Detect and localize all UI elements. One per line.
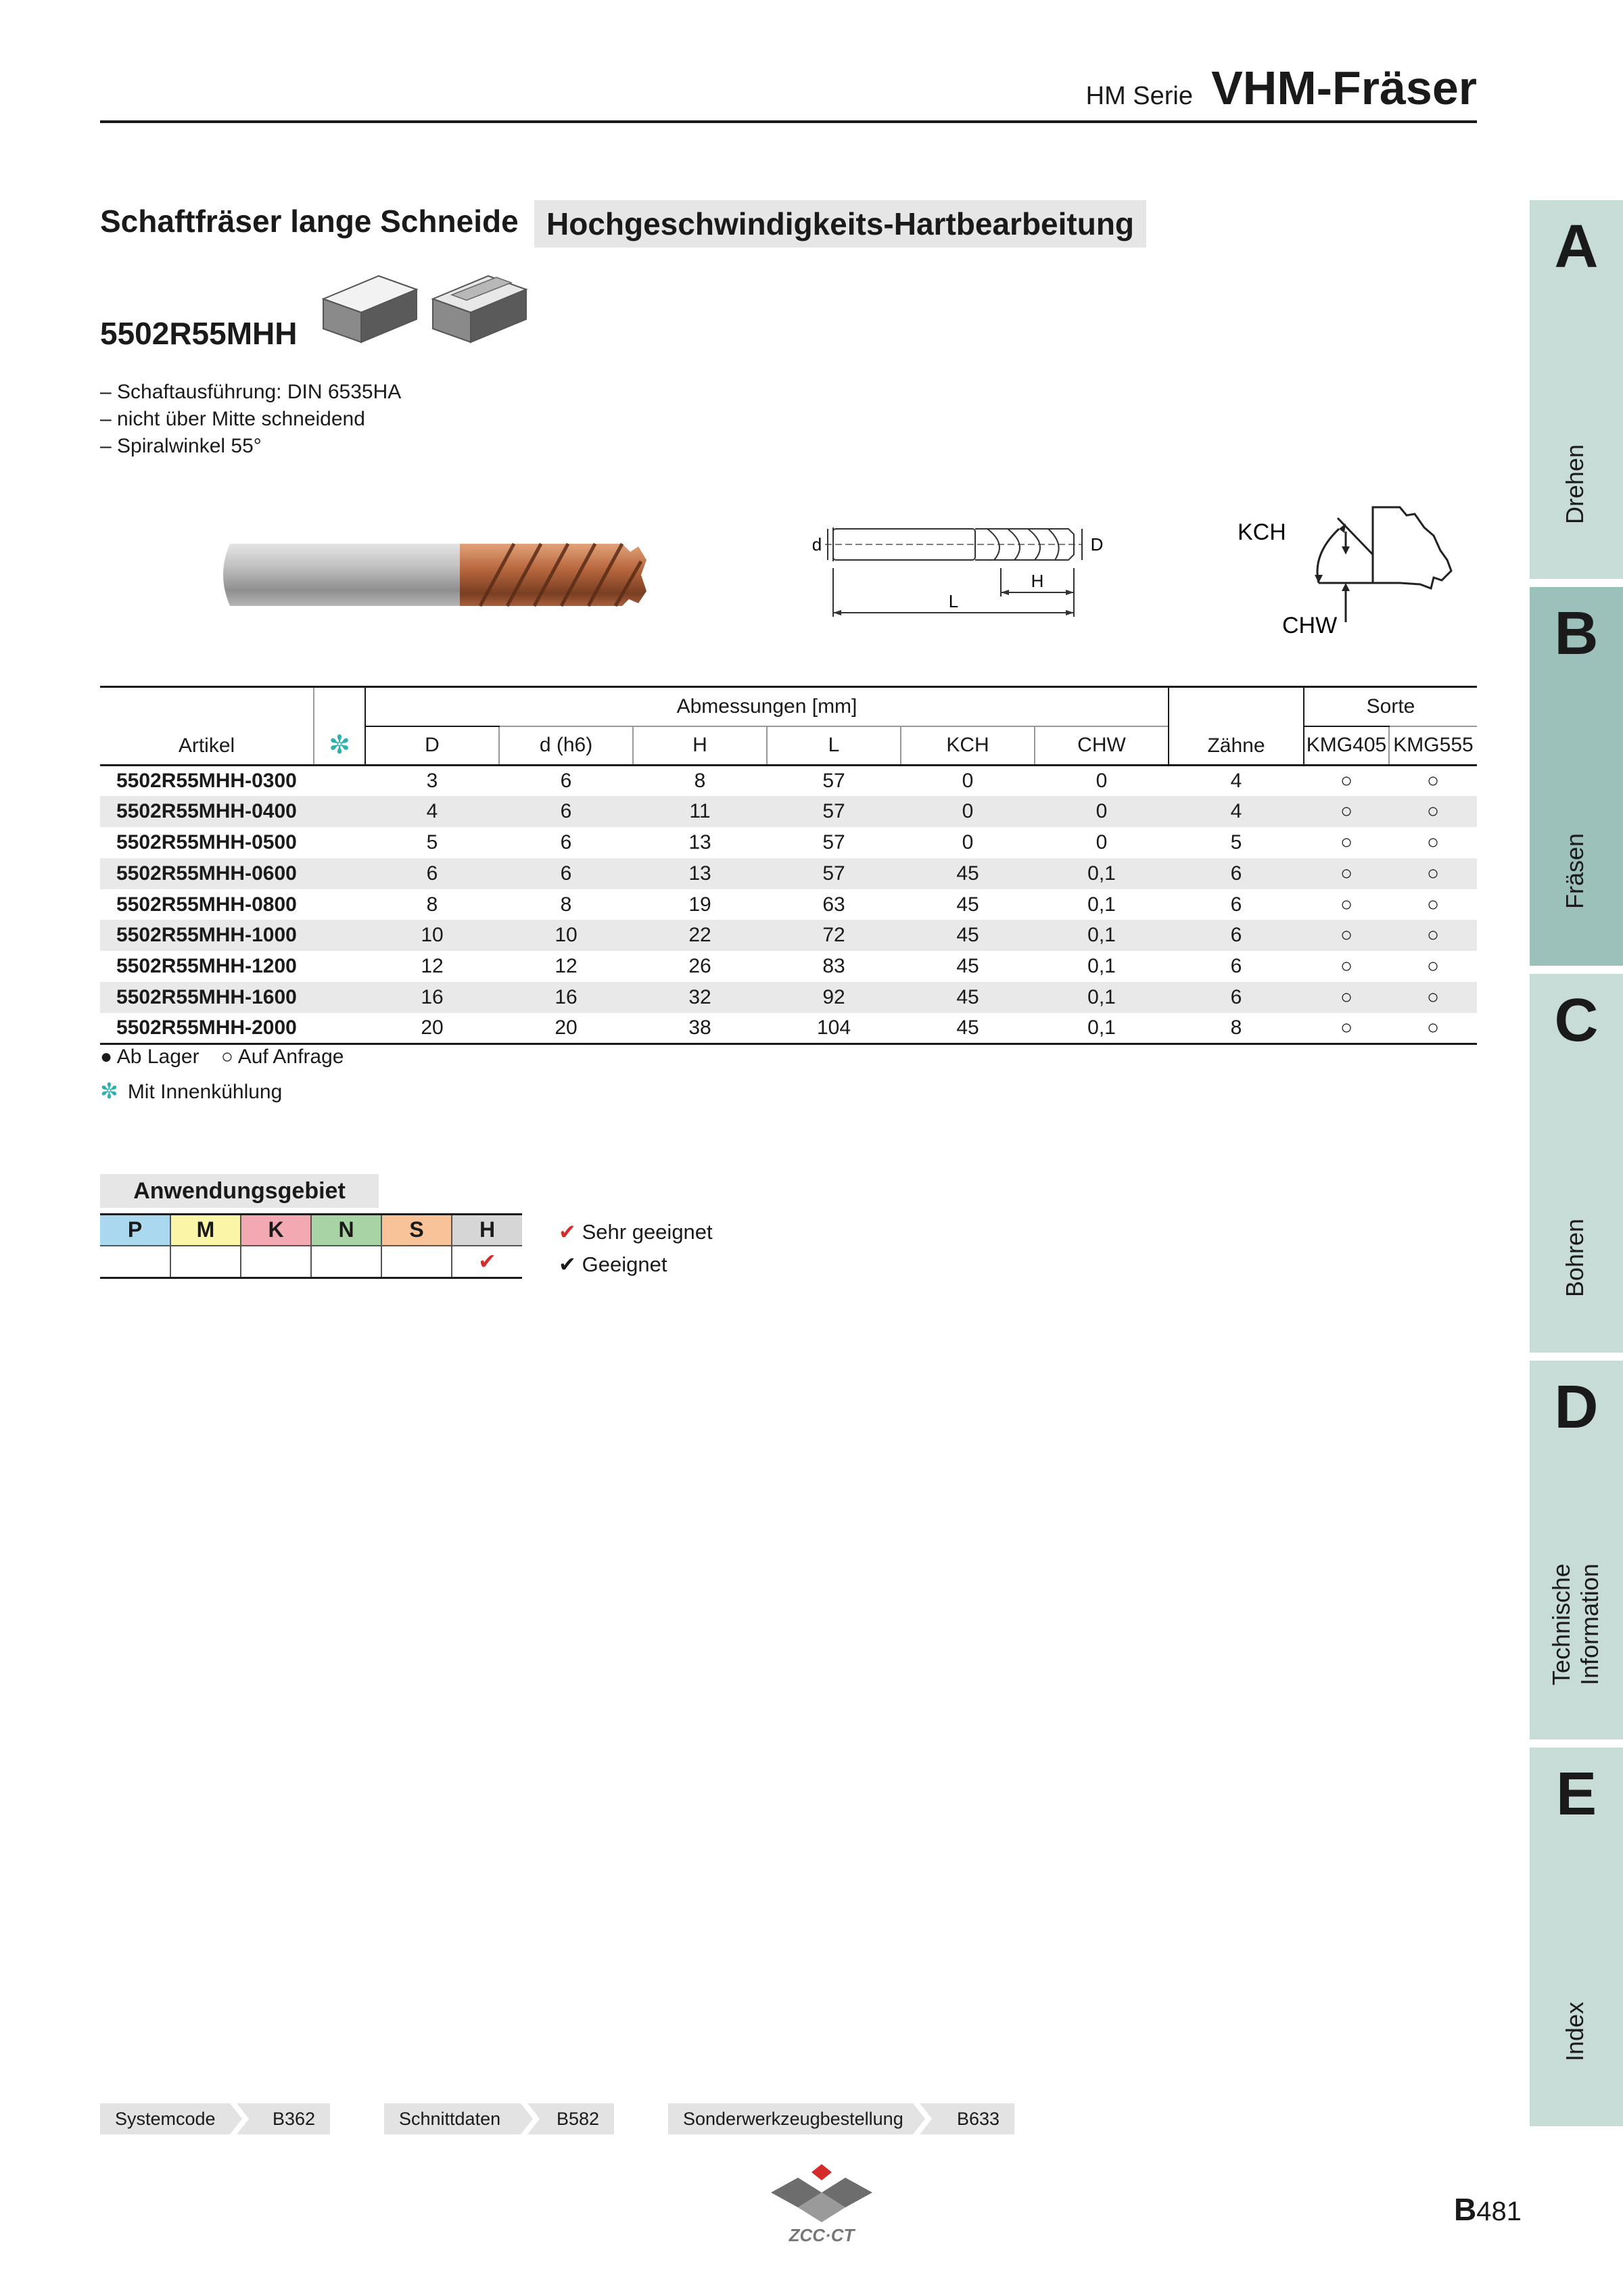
article-cell: 5502R55MHH-0800: [116, 893, 297, 916]
cell-teeth: 8: [1169, 1013, 1304, 1044]
feature-item: – Spiralwinkel 55°: [100, 435, 262, 457]
cell-teeth: 4: [1169, 796, 1304, 827]
ref-systemcode[interactable]: [100, 2103, 330, 2134]
coolant-icon: ✼: [329, 731, 350, 759]
tab-label: Drehen: [1561, 444, 1589, 525]
cell-grade2: ○: [1389, 1013, 1477, 1044]
tab-letter: A: [1554, 213, 1599, 281]
table-row: [100, 889, 1477, 920]
series-label: HM Serie: [1085, 82, 1193, 110]
cell-CHW: 0,1: [1087, 955, 1116, 978]
material-K: K: [241, 1215, 311, 1246]
cell-D: 4: [365, 796, 499, 827]
col-header-artikel: Artikel: [100, 687, 314, 766]
cell-grade2: ○: [1426, 893, 1440, 916]
table-row: [100, 827, 1477, 858]
cell-teeth: 6: [1230, 955, 1242, 978]
cell-d: 6: [560, 830, 572, 853]
legend-very-suitable: Sehr geeignet: [582, 1220, 713, 1244]
legend-stock: ● Ab Lager: [100, 1046, 199, 1068]
stepped-block-icon: [433, 276, 526, 342]
cell-D: 16: [365, 982, 499, 1013]
product-table: [100, 686, 1477, 1045]
table-row: [100, 920, 1477, 951]
cell-grade2: ○: [1426, 770, 1440, 793]
cell-H: 13: [688, 830, 711, 853]
cell-L: 57: [767, 858, 901, 889]
cell-D: 12: [421, 955, 444, 978]
ref-sonderwerkzeugbestellung[interactable]: [668, 2103, 1014, 2134]
cell-d: 10: [499, 920, 633, 951]
suitability-P: [100, 1246, 170, 1278]
cell-grade1: ○: [1340, 893, 1353, 916]
workpiece-icons: [322, 269, 532, 350]
cell-d: 16: [499, 982, 633, 1013]
cell-d: 6: [560, 770, 572, 793]
cell-grade1: ○: [1340, 830, 1353, 853]
cell-grade2: ○: [1389, 858, 1477, 889]
article-cell: 5502R55MHH-1000: [100, 920, 314, 951]
ref-page: B633: [956, 2109, 999, 2129]
dim-L-label: L: [948, 591, 959, 611]
cell-grade1: ○: [1304, 920, 1389, 951]
cell-CHW: 0,1: [1035, 920, 1169, 951]
cell-L: 57: [822, 770, 845, 793]
cell-CHW: 0,1: [1035, 982, 1169, 1013]
chevron-right-icon: [909, 2103, 936, 2134]
col-header-grade-kmg405: KMG405: [1304, 726, 1389, 766]
tab-label: Index: [1561, 2001, 1589, 2062]
article-cell: 5502R55MHH-0600: [100, 858, 314, 889]
page-number-value: 481: [1476, 2197, 1522, 2226]
cell-KCH: 45: [956, 893, 979, 916]
table-row: [100, 796, 1477, 827]
cell-H: 8: [694, 770, 706, 793]
cell-L: 57: [822, 830, 845, 853]
cell-H: 22: [633, 920, 767, 951]
cell-grade2: ○: [1389, 920, 1477, 951]
group-header-grade: Sorte: [1304, 687, 1477, 726]
col-header-KCH: KCH: [901, 726, 1035, 766]
ref-page: B582: [556, 2109, 599, 2129]
cell-D: 8: [426, 893, 438, 916]
cell-grade2: ○: [1426, 955, 1440, 978]
check-red-icon: ✔: [559, 1220, 576, 1244]
cell-D: 5: [426, 830, 438, 853]
cell-L: 104: [767, 1013, 901, 1044]
article-cell: 5502R55MHH-2000: [100, 1013, 314, 1044]
availability-legend: [100, 1046, 344, 1069]
suitability-K: [241, 1246, 311, 1278]
material-H: H: [452, 1215, 522, 1246]
cell-grade1: ○: [1340, 770, 1353, 793]
kch-label: KCH: [1238, 519, 1286, 545]
page-number: [1454, 2191, 1522, 2228]
cell-CHW: 0: [1035, 796, 1169, 827]
ref-label: Sonderwerkzeugbestellung: [683, 2109, 903, 2129]
suitability-N: [311, 1246, 381, 1278]
chw-label: CHW: [1282, 613, 1338, 638]
cell-teeth: 6: [1169, 982, 1304, 1013]
tab-letter: E: [1555, 1760, 1597, 1828]
cell-grade2: ○: [1426, 830, 1440, 853]
tab-label-line: Information: [1576, 1563, 1603, 1686]
cell-L: 72: [767, 920, 901, 951]
chevron-right-icon: [517, 2103, 544, 2134]
article-cell: 5502R55MHH-0300: [116, 770, 297, 793]
cell-CHW: 0,1: [1035, 858, 1169, 889]
article-cell: 5502R55MHH-0500: [116, 830, 297, 853]
coolant-icon: ✼: [100, 1079, 118, 1103]
dim-d-label: d: [812, 534, 822, 555]
tab-letter: C: [1554, 987, 1599, 1054]
cell-CHW: 0,1: [1087, 893, 1116, 916]
dim-D-label: D: [1090, 534, 1104, 555]
page-title: VHM-Fräser: [1211, 62, 1477, 114]
group-header-dimensions: Abmessungen [mm]: [365, 687, 1169, 726]
application-title: Anwendungsgebiet: [100, 1174, 379, 1208]
article-cell: 5502R55MHH-1600: [100, 982, 314, 1013]
cell-grade1: ○: [1304, 1013, 1389, 1044]
ref-label: Schnittdaten: [399, 2109, 501, 2129]
dim-H-label: H: [1031, 571, 1044, 591]
suitability-S: [381, 1246, 452, 1278]
table-row: [100, 766, 1477, 797]
chevron-right-icon: [226, 2103, 253, 2134]
cell-grade1: ○: [1304, 796, 1389, 827]
article-cell: 5502R55MHH-0400: [100, 796, 314, 827]
cell-L: 83: [822, 955, 845, 978]
col-header-H: H: [633, 726, 767, 766]
cell-teeth: 6: [1230, 893, 1242, 916]
cell-L: 57: [767, 796, 901, 827]
feature-item: – nicht über Mitte schneidend: [100, 408, 365, 430]
model-name: 5502R55MHH: [100, 316, 298, 351]
tab-label: [1547, 1523, 1604, 1726]
table-row: [100, 982, 1477, 1013]
block-icon: [323, 276, 417, 342]
page-header: [100, 61, 1477, 123]
cell-d: 6: [499, 858, 633, 889]
table-row: [100, 951, 1477, 982]
legend-request: ○ Auf Anfrage: [220, 1046, 344, 1068]
cell-KCH: 45: [901, 1013, 1035, 1044]
col-header-CHW: CHW: [1035, 726, 1169, 766]
cell-H: 11: [633, 796, 767, 827]
cell-KCH: 0: [962, 770, 974, 793]
cell-KCH: 45: [901, 858, 1035, 889]
cell-CHW: 0: [1096, 830, 1108, 853]
material-N: N: [311, 1215, 381, 1246]
end-mill-photo: [216, 534, 649, 615]
col-header-L: L: [767, 726, 901, 766]
tab-label: Bohren: [1561, 1218, 1589, 1298]
cell-D: 3: [426, 770, 438, 793]
page-prefix: B: [1454, 2192, 1477, 2227]
table-row: [100, 858, 1477, 889]
cell-H: 32: [633, 982, 767, 1013]
cell-KCH: 0: [962, 830, 974, 853]
cell-teeth: 5: [1230, 830, 1242, 853]
cell-D: 6: [365, 858, 499, 889]
tab-technische-information[interactable]: [1530, 1361, 1623, 1739]
cell-KCH: 45: [901, 982, 1035, 1013]
logo-text: ZCC·CT: [789, 2225, 855, 2245]
ref-schnittdaten[interactable]: [384, 2103, 614, 2134]
cell-teeth: 6: [1169, 858, 1304, 889]
cell-grade2: ○: [1389, 796, 1477, 827]
ref-label: Systemcode: [115, 2109, 216, 2129]
col-header-teeth: Zähne: [1169, 687, 1304, 766]
cell-grade1: ○: [1304, 982, 1389, 1013]
cell-H: 26: [688, 955, 711, 978]
suitability-legend: [559, 1216, 713, 1281]
cell-CHW: 0,1: [1035, 1013, 1169, 1044]
feature-list: [100, 379, 401, 460]
cell-teeth: 6: [1169, 920, 1304, 951]
cell-L: 63: [822, 893, 845, 916]
tab-label: Fräsen: [1561, 833, 1589, 910]
application-table: [100, 1213, 522, 1279]
cell-H: 13: [633, 858, 767, 889]
technical-drawing: [784, 514, 1136, 629]
cell-H: 38: [633, 1013, 767, 1044]
tab-bohren[interactable]: [1530, 974, 1623, 1353]
tab-letter: B: [1554, 600, 1599, 667]
material-P: P: [100, 1215, 170, 1246]
chamfer-detail-drawing: [1238, 494, 1481, 656]
cell-grade2: ○: [1389, 982, 1477, 1013]
section-title: Schaftfräser lange Schneide: [100, 204, 519, 239]
cell-d: 6: [499, 796, 633, 827]
cell-KCH: 45: [956, 955, 979, 978]
material-S: S: [381, 1215, 452, 1246]
cell-D: 20: [365, 1013, 499, 1044]
article-cell: 5502R55MHH-1200: [116, 955, 297, 978]
cell-KCH: 45: [901, 920, 1035, 951]
legend-coolant: Mit Innenkühlung: [127, 1081, 283, 1103]
zcc-ct-logo: [764, 2157, 879, 2245]
cell-D: 10: [365, 920, 499, 951]
tab-fraesen[interactable]: [1530, 587, 1623, 966]
cell-d: 12: [555, 955, 578, 978]
table-row: [100, 1013, 1477, 1044]
suitability-H: ✔: [452, 1246, 522, 1278]
cell-KCH: 0: [901, 796, 1035, 827]
material-M: M: [170, 1215, 241, 1246]
tab-label-line: Technische: [1547, 1563, 1575, 1686]
cell-CHW: 0: [1096, 770, 1108, 793]
col-header-d-h6: d (h6): [499, 726, 633, 766]
cell-H: 19: [688, 893, 711, 916]
col-header-D: D: [365, 726, 499, 766]
cell-grade1: ○: [1340, 955, 1353, 978]
ref-page: B362: [272, 2109, 315, 2129]
cell-grade1: ○: [1304, 858, 1389, 889]
coolant-legend: [100, 1078, 282, 1104]
tab-letter: D: [1554, 1374, 1599, 1441]
suitability-M: [170, 1246, 241, 1278]
feature-item: – Schaftausführung: DIN 6535HA: [100, 381, 402, 403]
tab-drehen[interactable]: [1530, 200, 1623, 579]
legend-suitable: Geeignet: [582, 1252, 667, 1276]
col-header-grade-kmg555: KMG555: [1389, 726, 1477, 766]
section-badge: Hochgeschwindigkeits-Hartbearbeitung: [534, 200, 1146, 248]
cell-d: 20: [499, 1013, 633, 1044]
cell-teeth: 4: [1230, 770, 1242, 793]
cell-L: 92: [767, 982, 901, 1013]
cell-d: 8: [560, 893, 572, 916]
tab-index[interactable]: [1530, 1748, 1623, 2126]
check-black-icon: ✔: [559, 1252, 576, 1276]
